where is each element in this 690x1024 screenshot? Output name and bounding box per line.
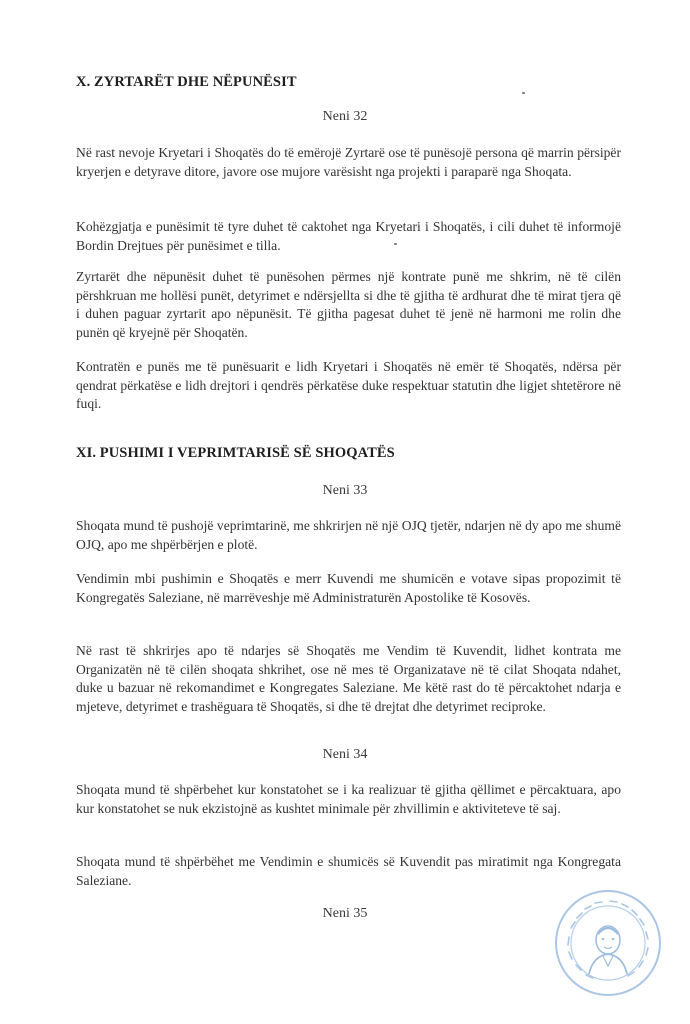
article-32-paragraph-2: Kohëzgjatja e punësimit të tyre duhet të caktohet nga Kryetari i Shoqatës, i cili duhet të informojë Bordin Drejtues për punësimet e tilla. bbox=[76, 219, 621, 253]
article-34-paragraph-1: Shoqata mund të shpërbehet kur konstatohet se i ka realizuar të gjitha qëllimet e përcaktuara, apo kur konstatohet se nuk ekzistojnë as kushtet minimale për zhvillimin e aktiviteteve të saj. bbox=[76, 782, 621, 816]
article-32-paragraph-3: Zyrtarët dhe nëpunësit duhet të punësohen përmes një kontrate punë me shkrim, në të cilën përshkruan me hollësi punët, detyrimet e ndërsjellta si dhe të gjitha të ardhurat dhe të mirat tjera që i duhen paguar zyrtarit apo nëpunësit. Të gjitha pagesat duhet të jenë në harmoni me rolin dhe punën që kryejnë për Shoqatën. bbox=[76, 269, 621, 340]
article-33-paragraph-2: Vendimin mbi pushimin e Shoqatës e merr Kuvendi me shumicën e votave sipas propozimit të Kongregatës Saleziane, në marrëveshje më Administraturën Apostolike të Kosovës. bbox=[76, 571, 621, 605]
article-33-paragraph-1: Shoqata mund të pushojë veprimtarinë, me shkrirjen në një OJQ tjetër, ndarjen në dy apo me shumë OJQ, apo me shpërbërjen e plotë. bbox=[76, 518, 621, 552]
article-32-paragraph-4: Kontratën e punës me të punësuarit e lidh Kryetari i Shoqatës në emër të Shoqatës, ndërsa për qendrat përkatëse e lidh drejtori i qendrës përkatëse duke respektuar statutin dhe ligjet shtetërore në fuqi. bbox=[76, 359, 621, 411]
article-32-title: Neni 32 bbox=[322, 109, 368, 124]
scan-speck bbox=[394, 243, 397, 245]
article-34-paragraph-2: Shoqata mund të shpërbëhet me Vendimin e shumicës së Kuvendit pas miratimit nga Kongregata Saleziane. bbox=[76, 854, 621, 888]
organization-stamp bbox=[553, 888, 663, 998]
section-xi-heading: XI. PUSHIMI I VEPRIMTARISË SË SHOQATËS bbox=[76, 445, 395, 461]
article-33-title: Neni 33 bbox=[322, 483, 368, 498]
article-33-paragraph-3: Në rast të shkrirjes apo të ndarjes së Shoqatës me Vendim të Kuvendit, lidhet kontrata me Organizatën në të cilën shoqata shkrihet, ose në mes të Organizatave në të cilat Shoqata ndahet, duke u bazuar në rekomandimet e Kongregates Saleziane. Me këtë rast do të përcaktohet ndarja e mjeteve, detyrimet e trashëguara të Shoqatës, si dhe të drejtat dhe detyrimet reciproke. bbox=[76, 643, 621, 714]
article-34-title: Neni 34 bbox=[322, 747, 368, 762]
article-32-paragraph-1: Në rast nevoje Kryetari i Shoqatës do të emërojë Zyrtarë ose të punësojë persona që marrin përsipër kryerjen e detyrave ditore, javore ose mujore varësisht nga projekti i paraparë nga Shoqata. bbox=[76, 145, 621, 179]
scan-speck bbox=[522, 92, 525, 94]
section-x-heading: X. ZYRTARËT DHE NËPUNËSIT bbox=[76, 74, 297, 90]
article-35-title: Neni 35 bbox=[322, 906, 368, 921]
